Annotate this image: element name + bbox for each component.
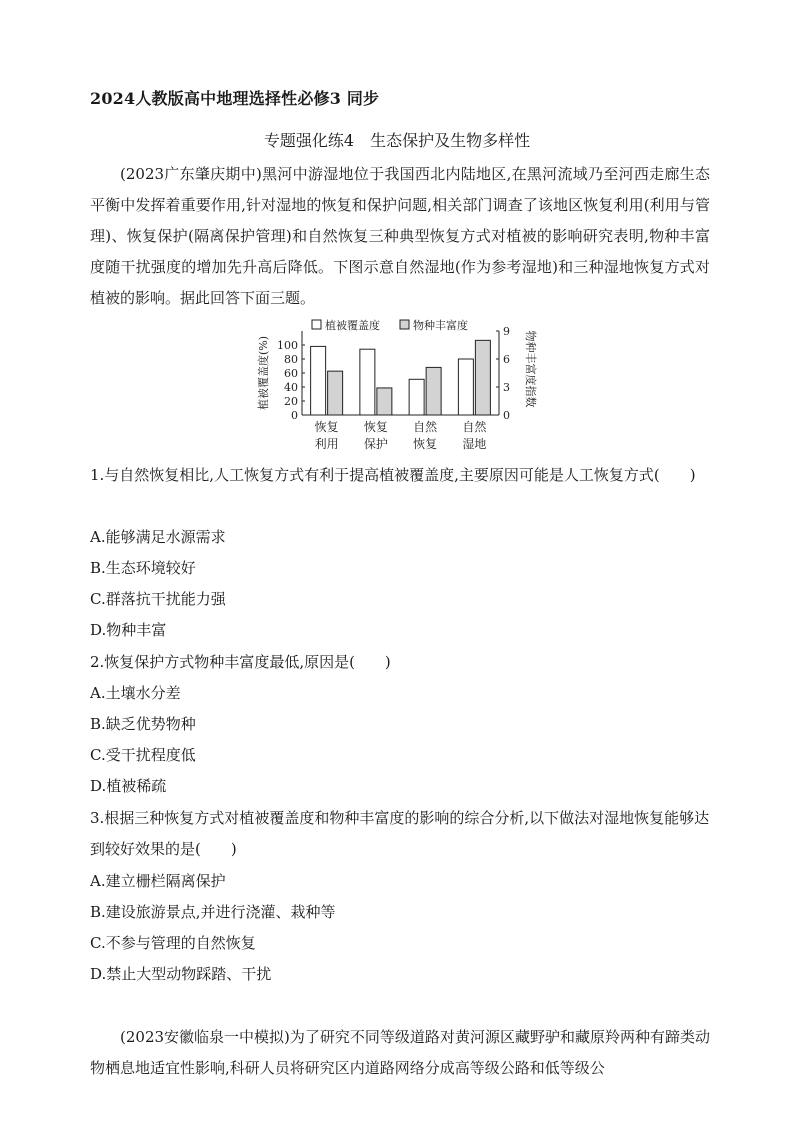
left-tick-label: 20 [284,395,298,408]
question-1-option-b[interactable]: B.生态环境较好 [90,559,196,577]
bar-richness [426,367,441,415]
question-1-option-c[interactable]: C.群落抗干扰能力强 [90,590,226,608]
legend-label: 物种丰富度 [413,319,468,332]
left-tick-label: 40 [284,381,298,394]
right-axis-label: 物种丰富度指数 [524,330,537,408]
intro-paragraph: (2023广东肇庆期中)黑河中游湿地位于我国西北内陆地区,在黑河流域乃至河西走廊生态平衡中发挥着重要作用,针对湿地的恢复和保护问题,相关部门调查了该地区恢复利用(利用与管理)、恢复保护(隔离保护管理)和自然恢复三种典型恢复方式对植被的影响研究表明,物种丰富度随干扰强度的增加先升高后降低。下图示意自然湿地(作为参考湿地)和三种湿地恢复方式对植被的影响。据此回答下面三题。 [90,165,710,307]
bar-richness [328,371,343,415]
question-2-stem: 2.恢复保护方式物种丰富度最低,原因是( ) [90,653,391,671]
bar-coverage [360,349,375,415]
question-1-option-d[interactable]: D.物种丰富 [90,621,167,639]
chart-svg [255,317,555,462]
bar-coverage [458,359,473,415]
bar-richness [475,340,490,415]
category-label: 恢复 [413,437,438,451]
right-tick-label: 0 [503,409,510,422]
question-2-option-c[interactable]: C.受干扰程度低 [90,746,196,764]
category-label: 恢复 [363,420,388,434]
question-3-option-d[interactable]: D.禁止大型动物踩踏、干扰 [90,965,272,983]
category-label: 自然 [462,420,487,434]
bar-coverage [311,346,326,415]
left-axis-label: 植被覆盖度(%) [257,335,270,411]
legend-label: 植被覆盖度 [325,319,380,332]
category-label: 保护 [363,437,388,451]
bar-richness [377,388,392,415]
question-2-option-a[interactable]: A.土壤水分差 [90,684,181,702]
vegetation-chart [255,317,555,462]
question-3-option-b[interactable]: B.建设旅游景点,并进行浇灌、栽种等 [90,903,336,921]
section-title: 专题强化练4 生态保护及生物多样性 [263,131,531,150]
right-tick-label: 3 [503,381,510,394]
question-2-option-b[interactable]: B.缺乏优势物种 [90,715,196,733]
category-label: 湿地 [462,437,487,451]
bar-coverage [409,379,424,415]
category-label: 自然 [413,420,438,434]
legend-swatch [312,320,321,329]
legend-swatch [400,320,409,329]
right-tick-label: 9 [503,325,510,338]
outro-paragraph: (2023安徽临泉一中模拟)为了研究不同等级道路对黄河源区藏野驴和藏原羚两种有蹄类动物栖息地适宜性影响,科研人员将研究区内道路网络分成高等级公路和低等级公 [90,1028,710,1077]
question-3-option-a[interactable]: A.建立栅栏隔离保护 [90,872,226,890]
left-tick-label: 100 [277,339,298,352]
left-tick-label: 80 [284,353,298,366]
question-1-option-a[interactable]: A.能够满足水源需求 [90,528,226,546]
question-2-option-d[interactable]: D.植被稀疏 [90,777,167,795]
right-tick-label: 6 [503,353,510,366]
left-tick-label: 60 [284,367,298,380]
category-label: 利用 [314,437,339,451]
question-1-stem: 1.与自然恢复相比,人工恢复方式有利于提高植被覆盖度,主要原因可能是人工恢复方式( ) [90,466,696,484]
question-3-stem: 3.根据三种恢复方式对植被覆盖度和物种丰富度的影响的综合分析,以下做法对湿地恢复能够达到较好效果的是( ) [90,809,710,858]
document-header: 2024人教版高中地理选择性必修3 同步 [90,89,380,108]
question-3-option-c[interactable]: C.不参与管理的自然恢复 [90,934,256,952]
category-label: 恢复 [314,420,339,434]
left-tick-label: 0 [291,409,298,422]
